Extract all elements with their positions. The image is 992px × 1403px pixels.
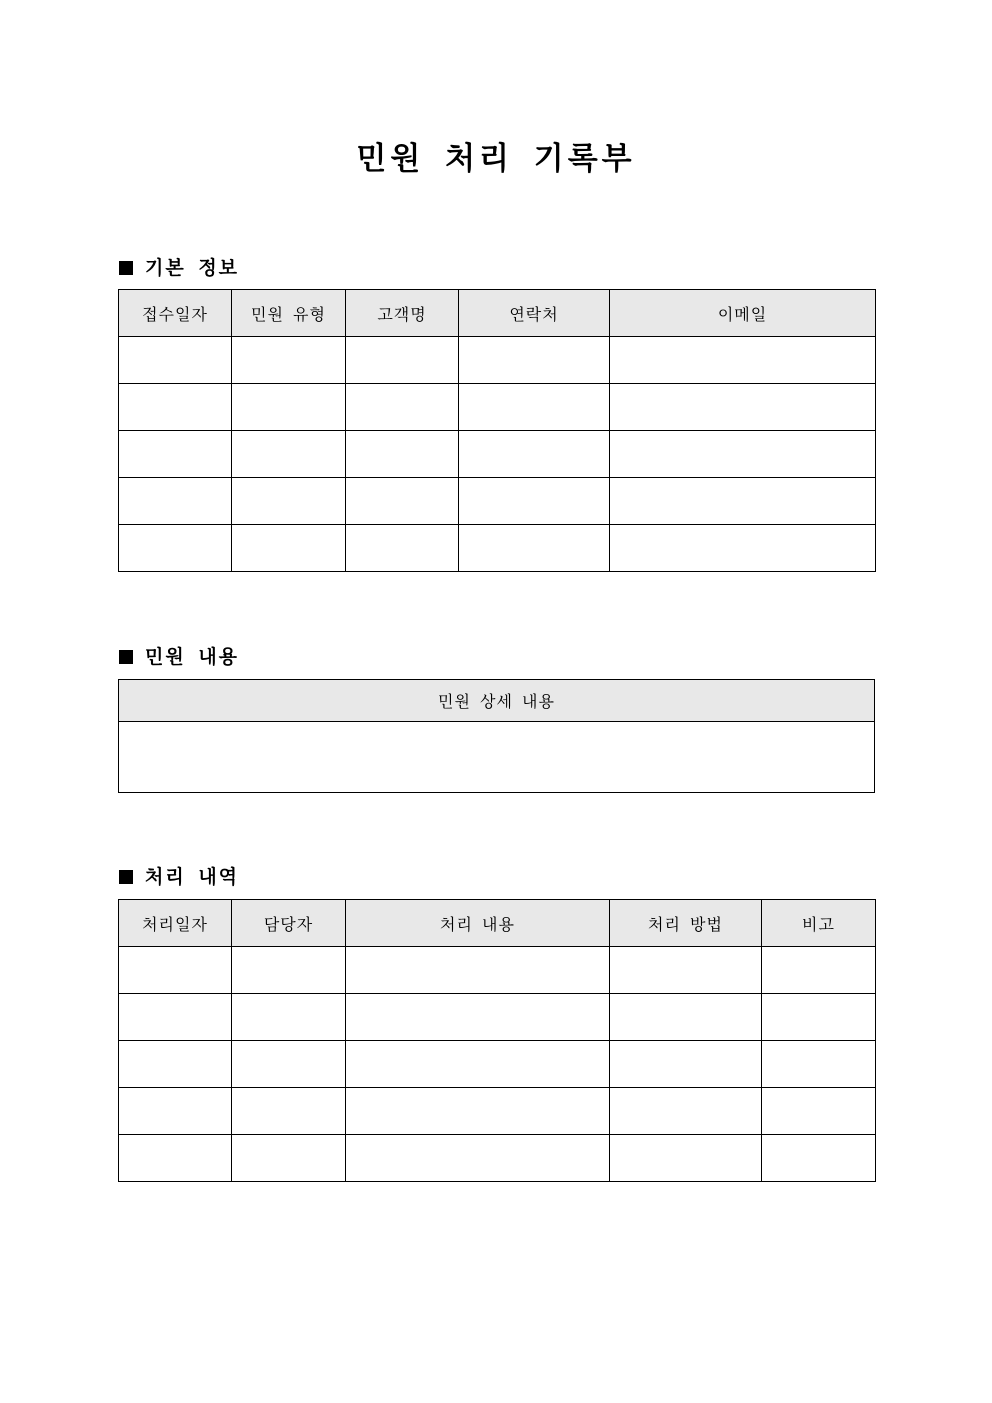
- table-cell[interactable]: [762, 1088, 876, 1135]
- table-cell[interactable]: [610, 431, 876, 478]
- table-cell[interactable]: [232, 947, 346, 994]
- table-row: [119, 337, 876, 384]
- table-header-row: [119, 680, 875, 722]
- table-cell[interactable]: [119, 337, 232, 384]
- basic-info-table: [118, 289, 876, 572]
- header-customer-name: 고객명: [346, 290, 459, 337]
- table-cell[interactable]: [610, 384, 876, 431]
- square-bullet-icon: [119, 650, 133, 664]
- table-row: [119, 384, 876, 431]
- header-process-date: 처리일자: [119, 900, 232, 947]
- table-cell[interactable]: [610, 947, 762, 994]
- table-row: [119, 994, 876, 1041]
- table-cell[interactable]: [610, 994, 762, 1041]
- table-cell[interactable]: [119, 1041, 232, 1088]
- header-receipt-date: 접수일자: [119, 290, 232, 337]
- table-cell[interactable]: [762, 1041, 876, 1088]
- table-cell[interactable]: [610, 1041, 762, 1088]
- table-cell[interactable]: [459, 337, 610, 384]
- table-row: [119, 722, 875, 793]
- table-cell[interactable]: [346, 1041, 610, 1088]
- table-cell[interactable]: [232, 337, 346, 384]
- table-cell[interactable]: [762, 994, 876, 1041]
- table-cell[interactable]: [232, 525, 346, 572]
- table-cell[interactable]: [119, 478, 232, 525]
- table-cell[interactable]: [762, 947, 876, 994]
- table-cell[interactable]: [119, 994, 232, 1041]
- table-cell[interactable]: [610, 478, 876, 525]
- table-row: [119, 1135, 876, 1182]
- table-cell[interactable]: [232, 1088, 346, 1135]
- section-title-basic: [119, 253, 239, 280]
- table-cell[interactable]: [119, 431, 232, 478]
- table-cell[interactable]: [346, 947, 610, 994]
- square-bullet-icon: [119, 261, 133, 275]
- square-bullet-icon: [119, 870, 133, 884]
- header-complaint-detail: 민원 상세 내용: [119, 680, 875, 722]
- section-label: 기본 정보: [145, 257, 240, 279]
- table-cell[interactable]: [346, 431, 459, 478]
- table-cell[interactable]: [232, 1135, 346, 1182]
- table-row: [119, 431, 876, 478]
- table-cell[interactable]: [762, 1135, 876, 1182]
- header-contact: 연락처: [459, 290, 610, 337]
- header-complaint-type: 민원 유형: [232, 290, 346, 337]
- processing-history-table: [118, 899, 876, 1182]
- table-row: [119, 1088, 876, 1135]
- table-cell[interactable]: [346, 525, 459, 572]
- header-remarks: 비고: [762, 900, 876, 947]
- table-cell[interactable]: [610, 1135, 762, 1182]
- header-assignee: 담당자: [232, 900, 346, 947]
- table-cell[interactable]: [119, 1088, 232, 1135]
- table-cell[interactable]: [610, 337, 876, 384]
- table-cell[interactable]: [232, 1041, 346, 1088]
- section-label: 처리 내역: [145, 866, 240, 888]
- table-cell[interactable]: [346, 384, 459, 431]
- table-cell[interactable]: [459, 384, 610, 431]
- table-cell[interactable]: [610, 1088, 762, 1135]
- complaint-detail-field[interactable]: [119, 722, 875, 793]
- section-label: 민원 내용: [145, 646, 240, 668]
- complaint-content-table: [118, 679, 875, 793]
- table-cell[interactable]: [119, 384, 232, 431]
- table-header-row: [119, 900, 876, 947]
- table-row: [119, 478, 876, 525]
- table-cell[interactable]: [346, 1135, 610, 1182]
- table-cell[interactable]: [119, 525, 232, 572]
- table-cell[interactable]: [346, 994, 610, 1041]
- header-process-content: 처리 내용: [346, 900, 610, 947]
- table-cell[interactable]: [232, 384, 346, 431]
- header-email: 이메일: [610, 290, 876, 337]
- table-cell[interactable]: [459, 478, 610, 525]
- table-cell[interactable]: [610, 525, 876, 572]
- table-cell[interactable]: [232, 994, 346, 1041]
- table-cell[interactable]: [232, 431, 346, 478]
- table-cell[interactable]: [119, 1135, 232, 1182]
- table-header-row: [119, 290, 876, 337]
- table-cell[interactable]: [459, 525, 610, 572]
- section-title-content: [119, 642, 239, 669]
- table-row: [119, 947, 876, 994]
- header-process-method: 처리 방법: [610, 900, 762, 947]
- page-title: 민원 처리 기록부: [356, 141, 636, 177]
- table-cell[interactable]: [459, 431, 610, 478]
- table-cell[interactable]: [232, 478, 346, 525]
- table-cell[interactable]: [346, 1088, 610, 1135]
- table-row: [119, 525, 876, 572]
- table-cell[interactable]: [346, 337, 459, 384]
- table-cell[interactable]: [346, 478, 459, 525]
- table-cell[interactable]: [119, 947, 232, 994]
- section-title-process: [119, 862, 239, 889]
- table-row: [119, 1041, 876, 1088]
